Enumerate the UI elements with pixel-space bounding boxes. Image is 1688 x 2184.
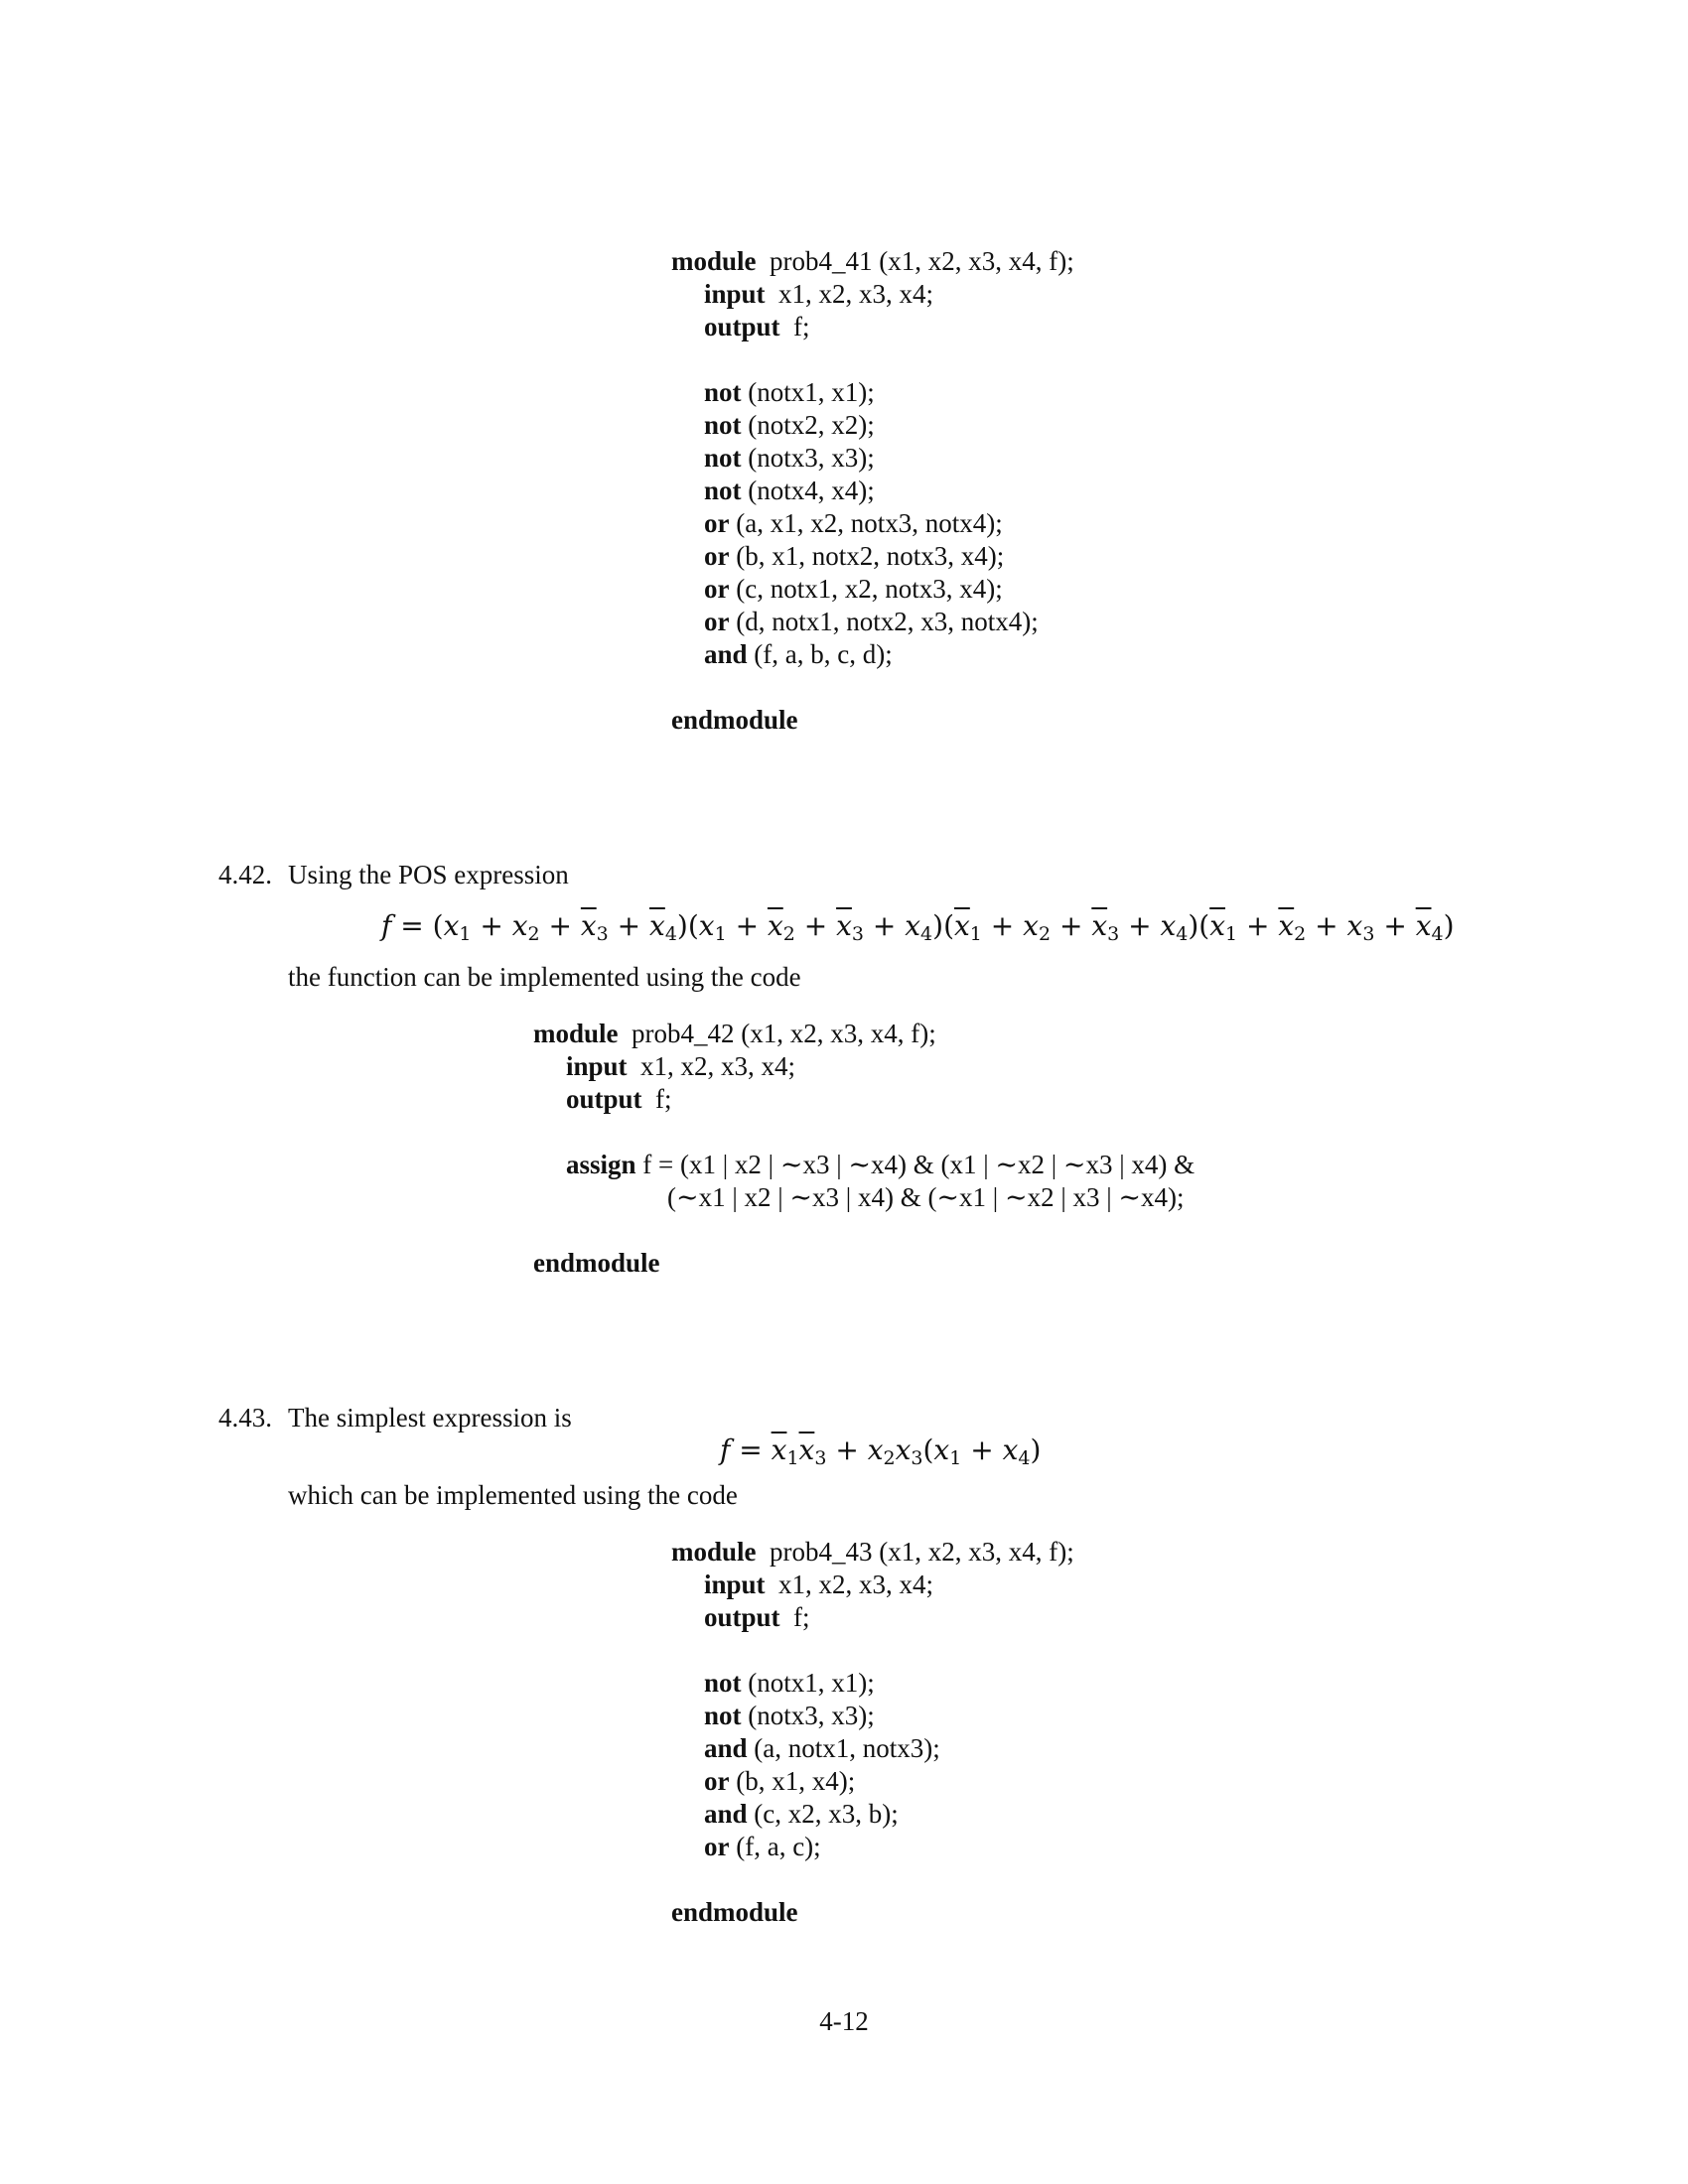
code-line: or (c, notx1, x2, notx3, x4);	[704, 574, 1003, 604]
code-line: module prob4_43 (x1, x2, x3, x4, f);	[671, 1537, 1074, 1567]
code-line: and (a, notx1, notx3);	[704, 1733, 940, 1763]
code-line: or (a, x1, x2, notx3, notx4);	[704, 508, 1003, 538]
code-line: input x1, x2, x3, x4;	[704, 1570, 934, 1599]
code-line: output f;	[566, 1084, 672, 1114]
code-line: not (notx1, x1);	[704, 377, 875, 407]
code-line: not (notx2, x2);	[704, 410, 875, 440]
code-line: or (b, x1, notx2, notx3, x4);	[704, 541, 1005, 571]
code-line: or (b, x1, x4);	[704, 1766, 856, 1796]
code-line-endmodule: endmodule	[533, 1248, 660, 1278]
page-number: 4-12	[819, 2006, 869, 2036]
problem-number-4-42: 4.42.	[218, 860, 272, 889]
code-line: or (f, a, c);	[704, 1832, 821, 1861]
code-line-endmodule: endmodule	[671, 1897, 798, 1927]
problem-intro-4-43: The simplest expression is	[288, 1403, 572, 1433]
code-line: module prob4_42 (x1, x2, x3, x4, f);	[533, 1019, 936, 1048]
code-line: and (f, a, b, c, d);	[704, 639, 893, 669]
code-line: input x1, x2, x3, x4;	[566, 1051, 796, 1081]
code-line: output f;	[704, 1602, 810, 1632]
code-line-endmodule: endmodule	[671, 705, 798, 735]
code-line: assign f = (x1 | x2 | ∼x3 | ∼x4) & (x1 | ∼x2 | ∼x3 | x4) &	[566, 1150, 1196, 1179]
code-line: and (c, x2, x3, b);	[704, 1799, 899, 1829]
problem-after-4-43: which can be implemented using the code	[288, 1480, 738, 1510]
pos-expression: $f = (x_1 + x_2 + \overline{x}_3 + \overline{x}_4)(x_1 + \overline{x}_2 + \overline{x}_3 + x_4)(\overline{x}_1 + x_2 + \overline{x}_3 + x_4)(\overline{x}_1 + \overline{x}_2 + x_3 + \overline{x}_4)$	[381, 909, 1455, 945]
code-line: not (notx4, x4);	[704, 476, 875, 505]
code-line: not (notx3, x3);	[704, 443, 875, 473]
problem-number-4-43: 4.43.	[218, 1403, 272, 1433]
simplest-expression: $f = \overline{x}_1\overline{x}_3 + x_2x_3(x_1 + x_4)$	[720, 1433, 1042, 1469]
problem-intro-4-42: Using the POS expression	[288, 860, 569, 889]
code-line: or (d, notx1, notx2, x3, notx4);	[704, 607, 1039, 636]
problem-after-4-42: the function can be implemented using the code	[288, 962, 801, 992]
code-line: module prob4_41 (x1, x2, x3, x4, f);	[671, 246, 1074, 276]
code-line: output f;	[704, 312, 810, 341]
code-line: not (notx3, x3);	[704, 1701, 875, 1730]
code-line: not (notx1, x1);	[704, 1668, 875, 1698]
code-line: input x1, x2, x3, x4;	[704, 279, 934, 309]
code-line: (∼x1 | x2 | ∼x3 | x4) & (∼x1 | ∼x2 | x3 | ∼x4);	[667, 1182, 1185, 1212]
